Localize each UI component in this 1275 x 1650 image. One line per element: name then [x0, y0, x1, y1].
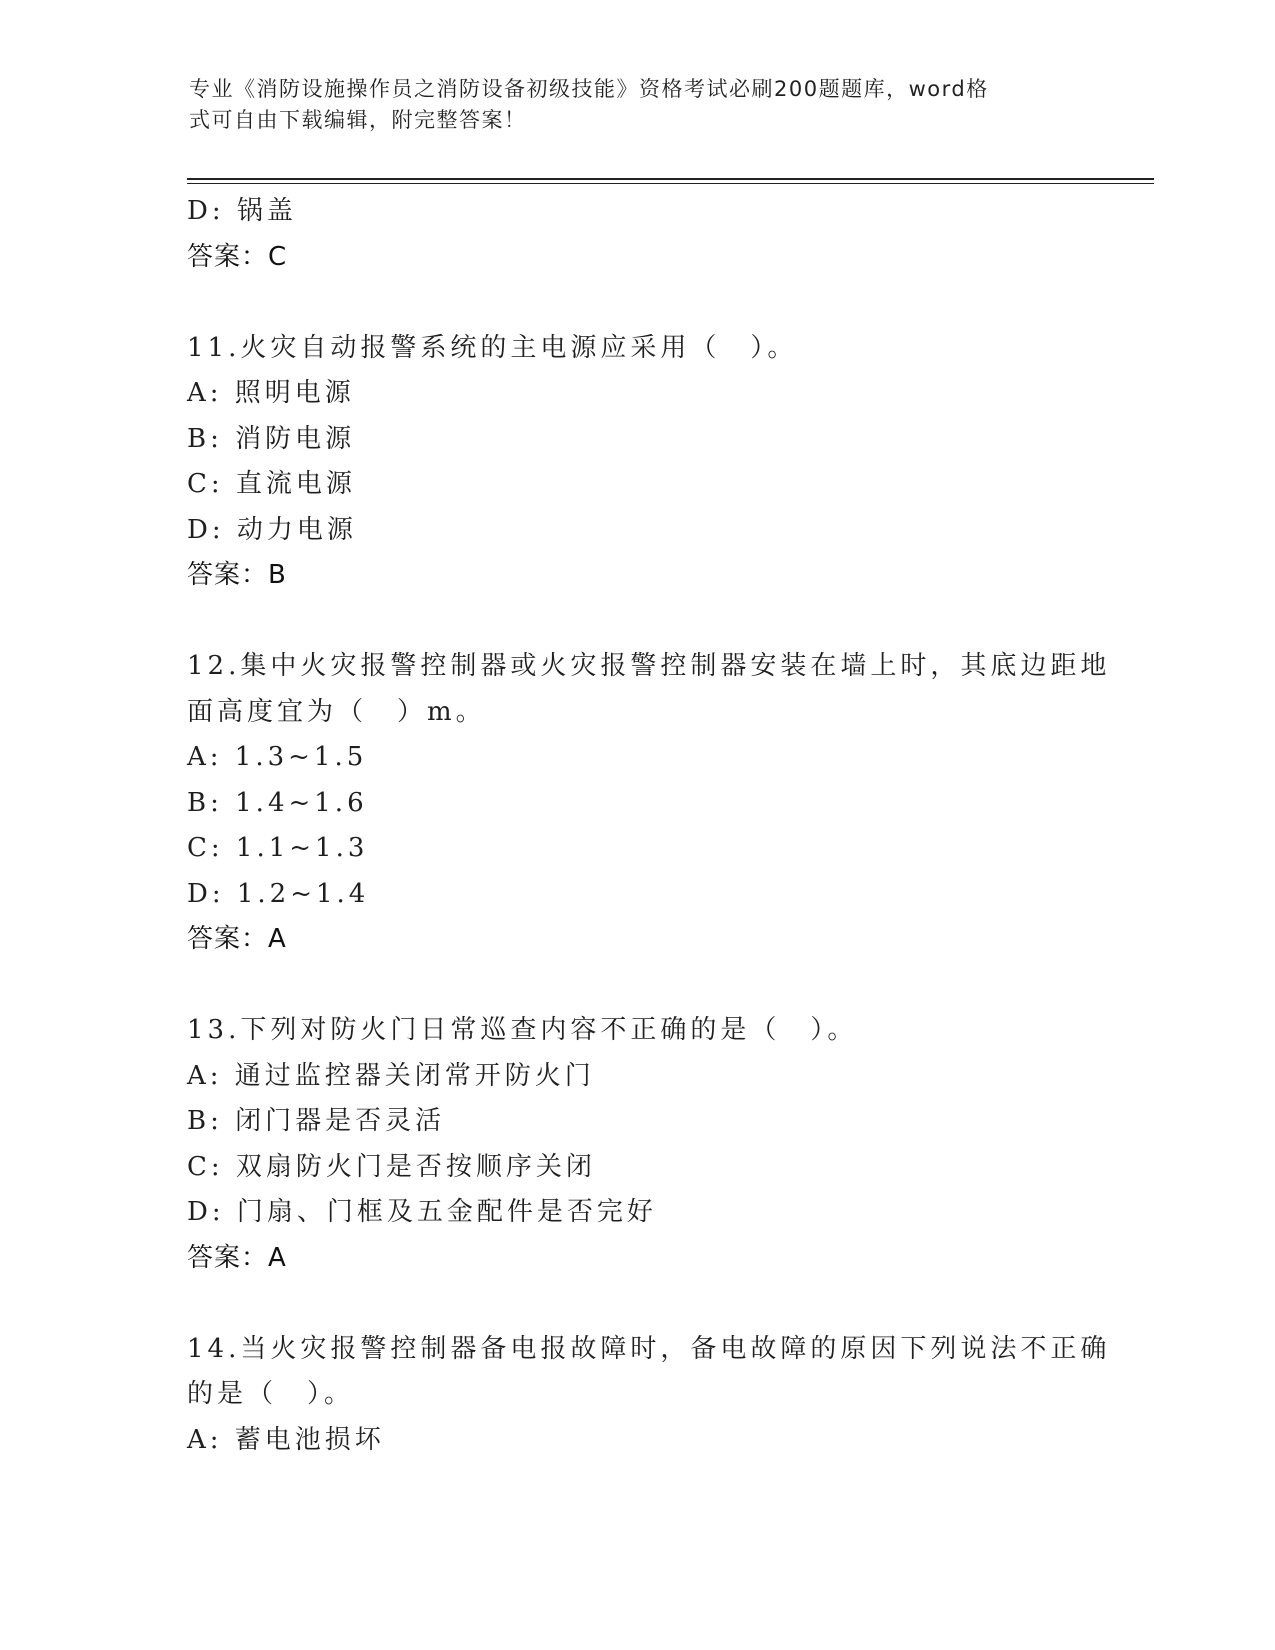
question-14 [187, 1327, 1111, 1464]
option-a: A: 1.3~1.5 [187, 742, 368, 772]
option-a: A: 照明电源 [187, 378, 355, 408]
question-10-tail [187, 189, 1087, 280]
document-body [187, 189, 1111, 1463]
question-stem: 14.当火灾报警控制器备电报故障时，备电故障的原因下列说法不正确 [187, 1333, 1111, 1364]
answer-line: 答案：A [187, 1242, 287, 1273]
spacer [187, 280, 1087, 326]
question-stem: 11.火灾自动报警系统的主电源应采用（ ）。 [187, 332, 798, 363]
question-stem-continued: 的是（ ）。 [187, 1379, 355, 1409]
header-line-2: 式可自由下载编辑，附完整答案！ [189, 108, 527, 132]
spacer [187, 599, 1087, 645]
question-stem: 12.集中火灾报警控制器或火灾报警控制器安装在墙上时，其底边距地 [187, 651, 1111, 681]
option-b: B: 闭门器是否灵活 [187, 1106, 446, 1136]
document-header [189, 74, 1069, 136]
answer-line: 答案：B [187, 560, 287, 590]
option-c: C: 直流电源 [187, 469, 356, 499]
option-d: D: 门扇、门框及五金配件是否完好 [187, 1197, 657, 1227]
header-divider-thin [187, 183, 1154, 184]
question-stem: 13.下列对防火门日常巡查内容不正确的是（ ）。 [187, 1015, 858, 1045]
option-b: B: 1.4~1.6 [187, 787, 368, 818]
option-d: D: 动力电源 [187, 514, 357, 545]
spacer [187, 963, 1087, 1009]
option-c: C: 双扇防火门是否按顺序关闭 [187, 1151, 596, 1182]
answer-line: 答案：A [187, 924, 287, 954]
option-d: D: 锅盖 [187, 196, 297, 226]
answer-line: 答案：C [187, 241, 288, 272]
option-a: A: 蓄电池损坏 [187, 1424, 385, 1455]
option-c: C: 1.1~1.3 [187, 833, 369, 863]
question-11 [187, 326, 1087, 599]
question-13 [187, 1008, 1087, 1281]
question-stem-continued: 面高度宜为（ ）m。 [187, 696, 486, 727]
spacer [187, 1281, 1087, 1327]
question-12 [187, 644, 1111, 963]
header-line-1: 专业《消防设施操作员之消防设备初级技能》资格考试必刷200题题库，word格 [189, 77, 989, 101]
option-d: D: 1.2~1.4 [187, 878, 370, 909]
option-b: B: 消防电源 [187, 423, 356, 454]
option-a: A: 通过监控器关闭常开防火门 [187, 1060, 595, 1091]
header-divider-thick [187, 178, 1154, 180]
